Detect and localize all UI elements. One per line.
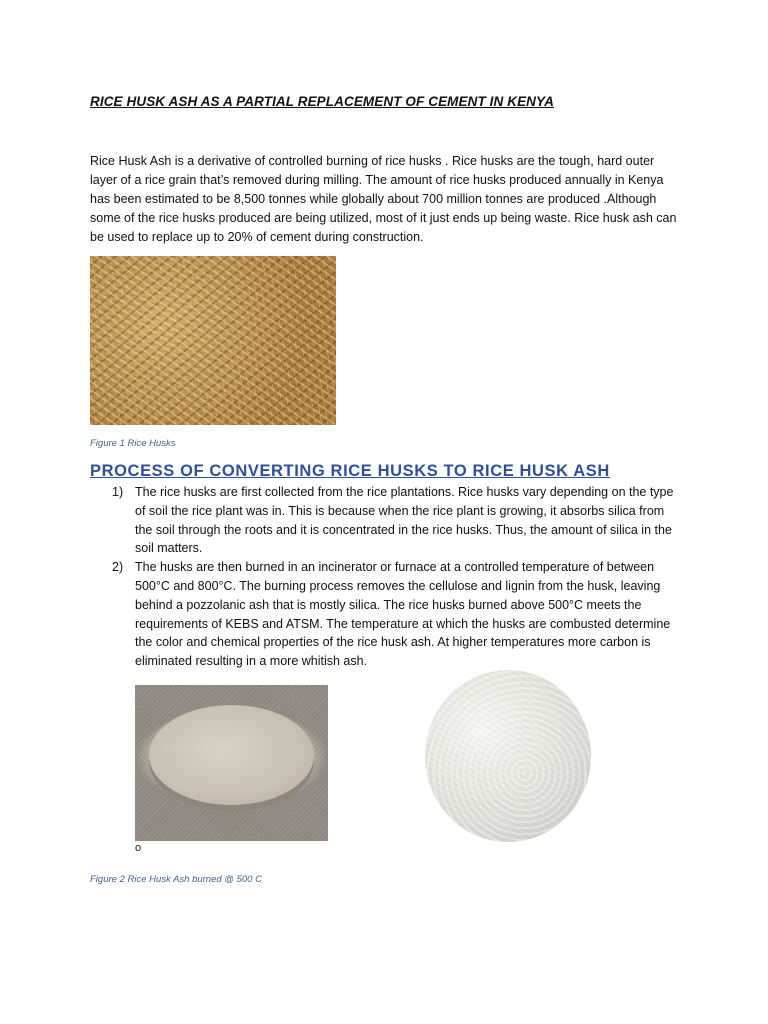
- process-steps-list: [90, 483, 680, 671]
- rice-husk-ash-disc-photo: [135, 685, 328, 841]
- step-number: 2): [112, 560, 124, 575]
- step-text: The husks are then burned in an incinerator or furnace at a controlled temperature of between 500°C and 800°C. The burning process removes the cellulose and lignin from the husk, leaving behind a pozzolanic ash that is mostly silica. The rice husks burned above 500°C meets the requirements of KEBS and ATSM. The temperature at which the husks are combusted determine the color and chemical properties of the rice husk ash. At higher temperatures more carbon is eliminated resulting in a more whitish ash.: [135, 560, 671, 669]
- degree-mark: o: [135, 842, 142, 854]
- list-item: [90, 483, 680, 558]
- list-item: [90, 558, 680, 671]
- step-number: 1): [112, 485, 124, 499]
- process-heading: PROCESS OF CONVERTING RICE HUSKS TO RICE HUSK ASH: [90, 462, 610, 480]
- figure-1-caption: Figure 1 Rice Husks: [90, 438, 176, 449]
- ash-disc-shape: [149, 705, 314, 805]
- step-text: The rice husks are first collected from the rice plantations. Rice husks vary depending on the type of soil the rice plant was in. This is because when the rice plant is growing, it absorbs silica from the soil through the roots and it is concentrated in the rice husks. Thus, the amount of silica in the soil matters.: [135, 485, 674, 556]
- intro-paragraph: Rice Husk Ash is a derivative of controlled burning of rice husks . Rice husks are the tough, hard outer layer of a rice grain that’s removed during milling. The amount of rice husks produced annually in Kenya has been estimated to be 8,500 tonnes while globally about 700 million tonnes are produced .Although some of the rice husks produced are being utilized, most of it just ends up being waste. Rice husk ash can be used to replace up to 20% of cement during construction.: [90, 154, 677, 244]
- document-title: RICE HUSK ASH AS A PARTIAL REPLACEMENT OF CEMENT IN KENYA: [90, 94, 554, 109]
- figure-2-caption: Figure 2 Rice Husk Ash burned @ 500 C: [90, 874, 262, 885]
- rice-husks-photo: [90, 256, 336, 425]
- rice-husk-ash-powder-photo: [425, 670, 591, 842]
